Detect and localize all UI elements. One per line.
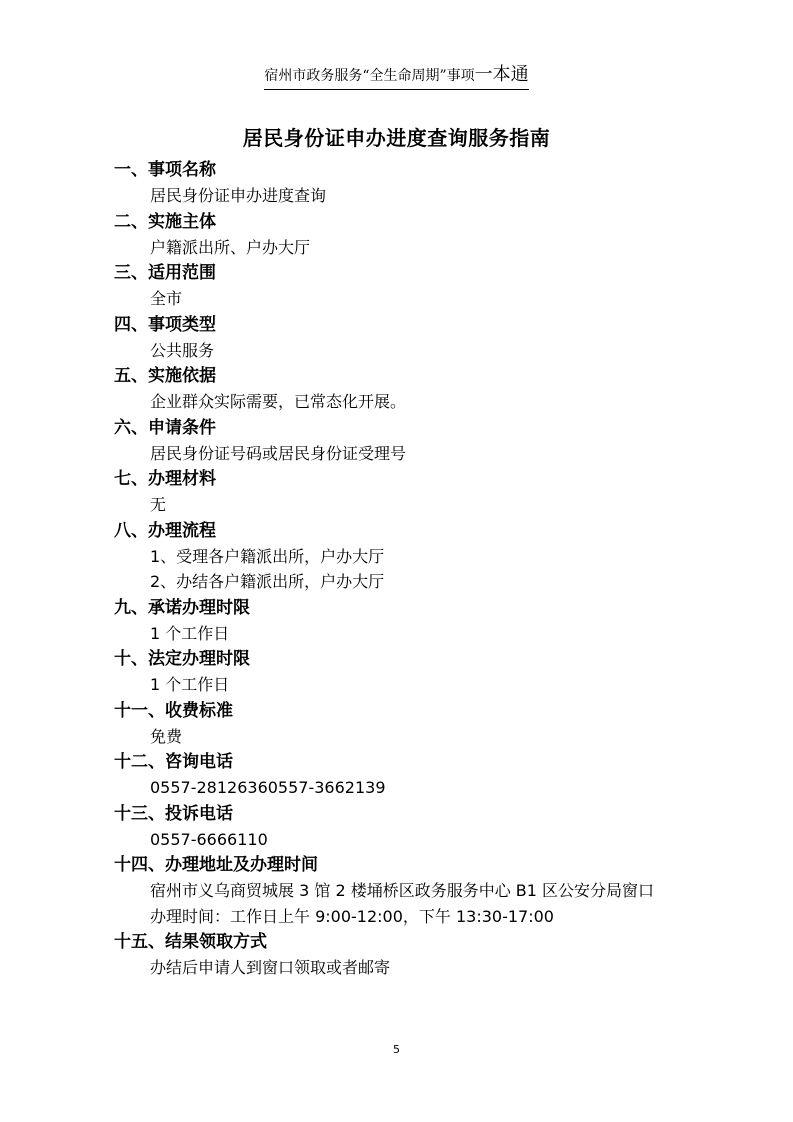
section-text-14a: 宿州市义乌商贸城展 3 馆 2 楼埇桥区政务服务中心 B1 区公安分局窗口 <box>150 881 655 900</box>
section-text-13: 0557-6666110 <box>150 829 268 849</box>
section-heading-5: 五、实施依据 <box>114 366 216 386</box>
section-text-7: 无 <box>150 495 167 514</box>
section-text-15: 办结后申请人到窗口领取或者邮寄 <box>150 958 391 977</box>
section-heading-13: 十三、投诉电话 <box>114 803 233 824</box>
section-heading-4: 四、事项类型 <box>114 314 216 335</box>
section-heading-7: 七、办理材料 <box>114 469 216 489</box>
section-text-2: 户籍派出所、户办大厅 <box>150 237 311 257</box>
section-heading-3: 三、适用范围 <box>114 263 216 283</box>
section-heading-9: 九、承诺办理时限 <box>114 597 250 618</box>
section-heading-15: 十五、结果领取方式 <box>114 932 267 952</box>
header-tail: 一本通 <box>474 64 529 85</box>
section-text-12: 0557-28126360557-3662139 <box>150 778 386 797</box>
section-text-9: 1 个工作日 <box>150 623 230 643</box>
section-heading-10: 十、法定办理时限 <box>114 649 250 669</box>
page-number: 5 <box>393 1043 400 1056</box>
header-main: 宿州市政务服务“全生命周期”事项 <box>264 68 475 84</box>
section-heading-6: 六、申请条件 <box>114 417 216 438</box>
document-title: 居民身份证申办进度查询服务指南 <box>242 126 551 150</box>
section-text-4: 公共服务 <box>150 340 215 360</box>
section-text-14b: 办理时间：工作日上午 9:00-12:00，下午 13:30-17:00 <box>150 906 554 926</box>
section-text-1: 居民身份证申办进度查询 <box>150 186 327 205</box>
section-heading-14: 十四、办理地址及办理时间 <box>114 855 318 875</box>
section-text-10: 1 个工作日 <box>150 675 230 694</box>
section-text-3: 全市 <box>150 289 183 308</box>
section-heading-11: 十一、收费标准 <box>114 700 233 721</box>
section-heading-8: 八、办理流程 <box>114 520 216 541</box>
section-text-5: 企业群众实际需要，已常态化开展。 <box>150 392 407 411</box>
section-heading-12: 十二、咨询电话 <box>114 752 233 772</box>
guide-content <box>114 157 694 981</box>
section-text-6: 居民身份证号码或居民身份证受理号 <box>150 443 407 463</box>
header-text <box>264 60 528 90</box>
section-text-8a: 1、受理各户籍派出所，户办大厅 <box>150 546 385 566</box>
section-text-8b: 2、办结各户籍派出所，户办大厅 <box>150 572 385 591</box>
section-text-11: 免费 <box>150 726 183 746</box>
section-heading-2: 二、实施主体 <box>114 211 216 232</box>
section-heading-1: 一、事项名称 <box>114 160 216 180</box>
page-header <box>0 60 793 90</box>
